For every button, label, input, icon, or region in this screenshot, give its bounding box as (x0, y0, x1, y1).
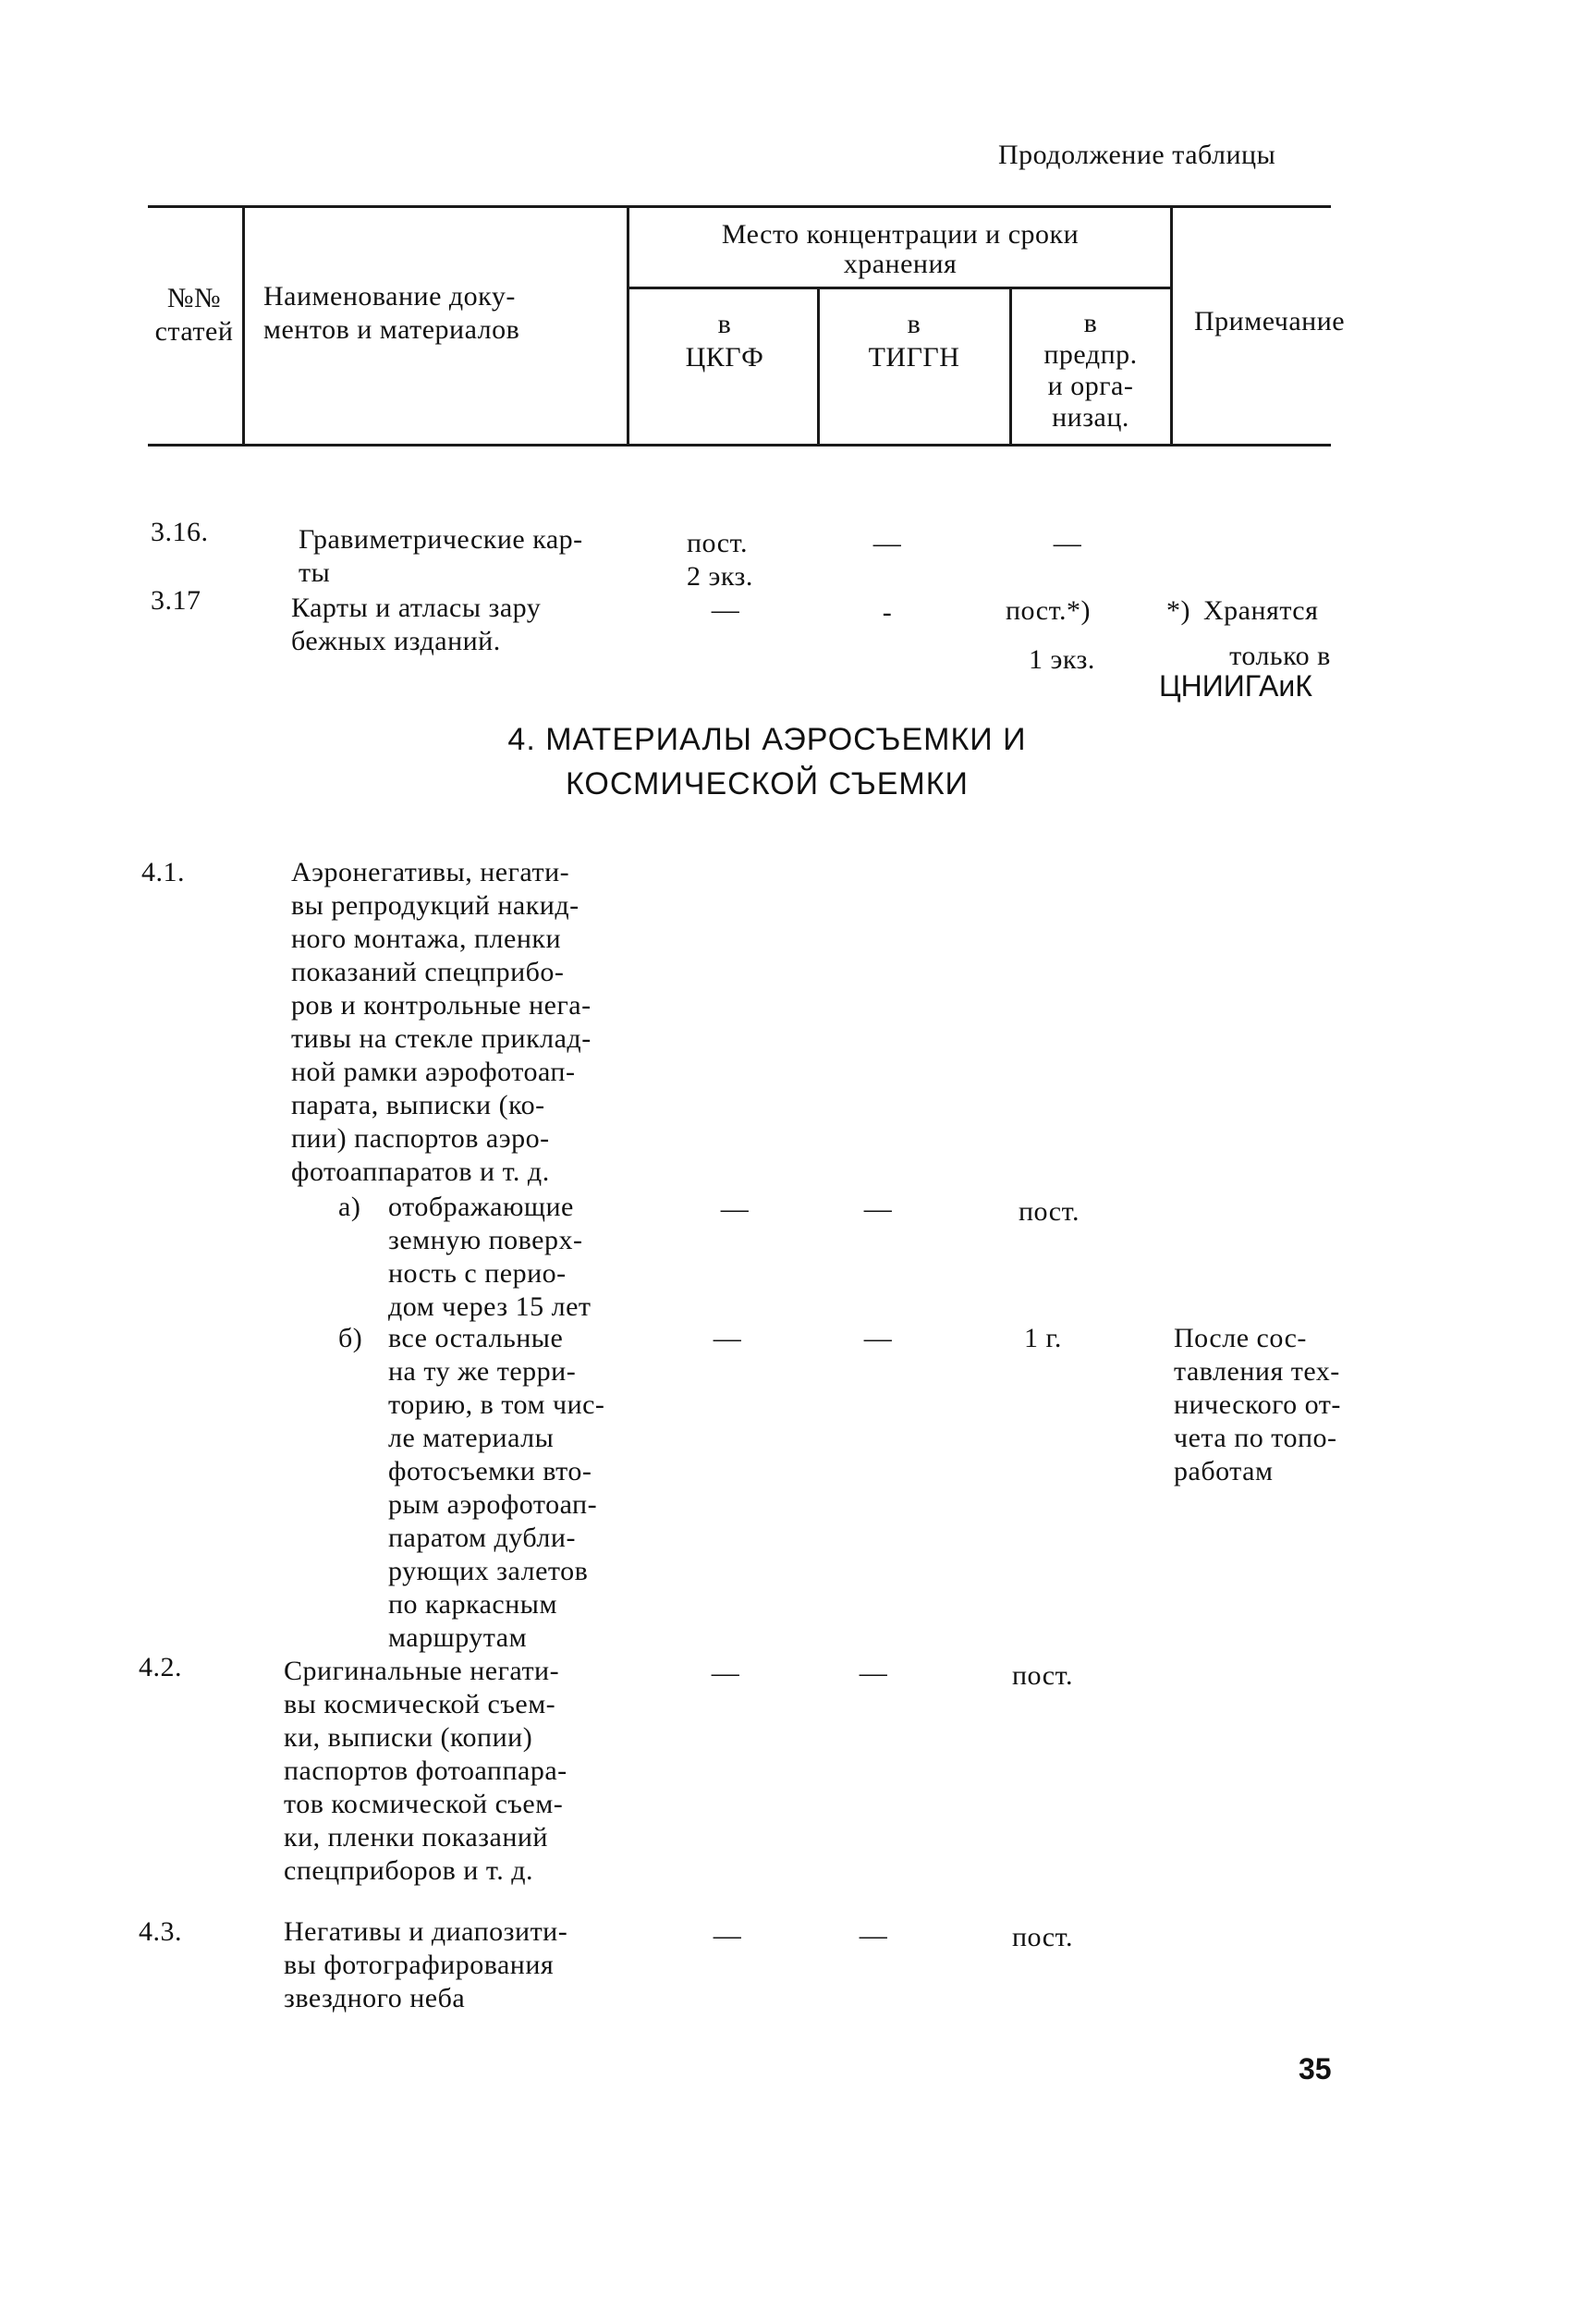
row-4-1-b-name: все остальные на ту же терри- торию, в том чис- ле материалы фотосъемки вто- рым аэрофотоап- паратом дубли- рующих залетов по каркасным маршрутам (388, 1323, 605, 1653)
row-4-3-num: 4.3. (139, 1916, 182, 1947)
row-4-1-b-org: 1 г. (1024, 1323, 1062, 1353)
row-4-1-a-org: пост. (1019, 1196, 1080, 1227)
header-col-place: Место концентрации и сроки хранения (721, 219, 1080, 279)
row-4-2-ckgf: — (711, 1657, 740, 1688)
continuation-label: Продолжение таблицы (998, 140, 1276, 170)
row-4-2-org: пост. (1012, 1660, 1073, 1691)
row-4-1-b-ckgf: — (713, 1323, 742, 1353)
row-4-3-org: пост. (1012, 1922, 1073, 1952)
row-3-17-note-line2: только в (1229, 641, 1331, 671)
row-3-17-ckgf: — (711, 594, 740, 625)
header-col-name: Наименование доку- ментов и материалов (263, 281, 520, 345)
row-3-17-note-mark: *) Хранятся (1166, 595, 1319, 626)
row-3-16-tiggn: — (872, 528, 902, 558)
table-top-rule (148, 205, 1331, 208)
header-col-tiggn: в ТИГГН (868, 309, 960, 373)
row-3-16-name: Гравиметрические кар- ты (299, 524, 583, 588)
row-3-17-tiggn: - (882, 597, 893, 628)
header-col-num: №№ статей (154, 283, 234, 347)
row-4-1-a-tiggn: — (863, 1193, 893, 1224)
row-3-17-org: пост.*) (1006, 595, 1091, 626)
row-3-17-org-copies: 1 экз. (1029, 644, 1095, 675)
page-number: 35 (1299, 2052, 1332, 2085)
table-bottom-rule (148, 444, 1331, 446)
row-4-1-b-tiggn: — (863, 1323, 893, 1353)
row-3-17-num: 3.17 (151, 585, 201, 616)
header-col-ckgf: в ЦКГФ (685, 309, 764, 373)
row-3-17-note-line3: ЦНИИГАиК (1159, 669, 1312, 703)
row-4-2-num: 4.2. (139, 1652, 182, 1682)
row-4-3-name: Негативы и диапозити- вы фотографирования звездного неба (284, 1916, 568, 2013)
row-4-1-num: 4.1. (141, 857, 185, 887)
row-4-1-a-name: отображающие земную поверх- ность с перио- дом через 15 лет (388, 1192, 592, 1322)
row-4-1-b-label: б) (338, 1323, 363, 1353)
row-4-2-tiggn: — (859, 1657, 888, 1688)
row-4-3-tiggn: — (859, 1920, 888, 1951)
row-4-1-b-note: После сос- тавления тех- нического от- чета по топо- работам (1174, 1323, 1341, 1486)
header-col-note: Примечание (1194, 306, 1346, 336)
place-subheader-rule (628, 287, 1172, 289)
row-4-1-name: Аэронегативы, негати- вы репродукций накид- ного монтажа, пленки показаний спецприбо- ров и контрольные нега- тивы на стекле приклад- ной рамки аэрофотоап- парата, выписки (ко- пии) паспортов аэро- фотоаппаратов и т. д. (291, 857, 592, 1187)
row-4-2-name: Сригинальные негати- вы космической съем- ки, выписки (копии) паспортов фотоаппара- тов космической съем- ки, пленки показаний спецприборов и т. д. (284, 1656, 567, 1886)
row-4-3-ckgf: — (713, 1920, 742, 1951)
row-3-16-ckgf: пост. 2 экз. (687, 528, 753, 592)
row-4-1-a-ckgf: — (720, 1193, 750, 1224)
section-4-title: 4. МАТЕРИАЛЫ АЭРОСЪЕМКИ И КОСМИЧЕСКОЙ СЪЕМКИ (507, 722, 1027, 801)
row-3-16-org: — (1053, 528, 1082, 558)
row-3-17-name: Карты и атласы зару бежных изданий. (291, 593, 542, 656)
row-3-16-num: 3.16. (151, 517, 209, 547)
header-col-org: в предпр. и орга- низац. (1043, 308, 1138, 433)
row-4-1-a-label: а) (338, 1192, 361, 1222)
